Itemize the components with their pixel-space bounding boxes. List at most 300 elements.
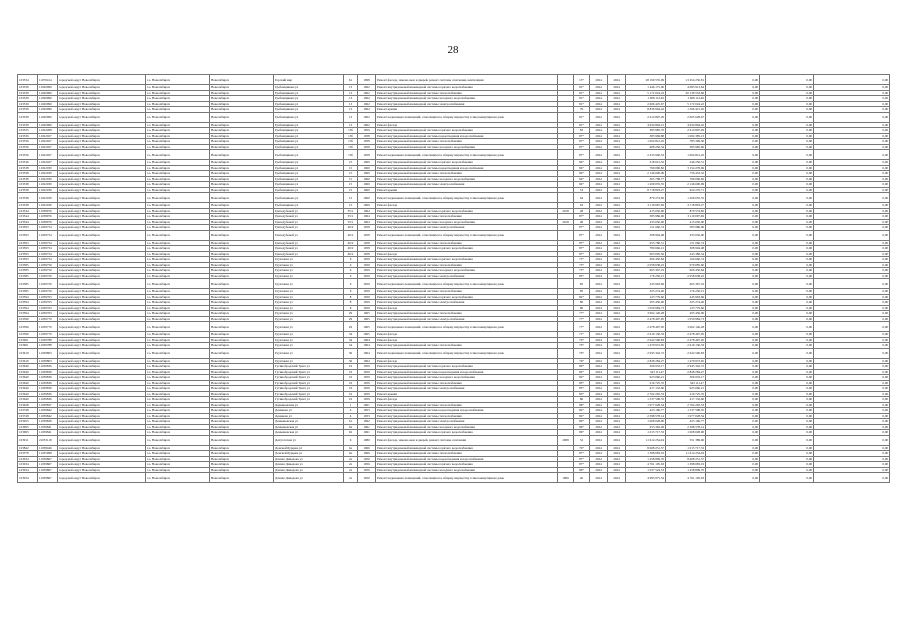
table-cell: 2024 — [608, 246, 626, 252]
table-cell: 11039842 — [38, 408, 58, 414]
table-cell: 0,00 — [760, 279, 814, 289]
table-cell: Грунтовая ул — [274, 289, 344, 295]
table-cell: 879 574,82 — [666, 208, 706, 214]
table-cell: 76* — [574, 358, 590, 364]
table-cell: 2024 — [590, 467, 608, 473]
table-cell: 76* — [574, 337, 590, 343]
table-cell: 11039750 — [38, 268, 58, 274]
table-cell: городской округ Новосибирск — [58, 176, 146, 182]
table-cell: 2024 — [608, 165, 626, 171]
table-row — [18, 230, 890, 240]
table-cell: 15 — [344, 171, 358, 177]
table-cell: 253 392,49 — [626, 424, 666, 430]
table-cell: 83* — [574, 391, 590, 397]
table-cell: Гризодубовой ул — [274, 246, 344, 252]
table-cell: 2024 — [590, 332, 608, 338]
table-cell: Новосибирск — [210, 456, 274, 462]
table-cell: Новосибирск — [210, 380, 274, 386]
table-cell: Новосибирск — [210, 435, 274, 445]
table-cell: 103538 — [18, 182, 38, 188]
table-cell: Гризодубовой ул — [274, 251, 344, 257]
table-cell: 6 — [344, 262, 358, 268]
table-cell: 0,00 — [760, 322, 814, 332]
table-cell: 0,00 — [814, 358, 890, 364]
table-cell: 11039788 — [38, 343, 58, 349]
table-cell: 1 608 112,62 — [626, 96, 666, 102]
table-cell: 0,00 — [814, 107, 890, 113]
table-cell: Гризодубовой ул — [274, 225, 344, 231]
table-cell: 103536 — [18, 133, 38, 139]
table-cell: 85 — [574, 289, 590, 295]
table-cell: 87* — [574, 150, 590, 160]
table-cell: 0,00 — [760, 139, 814, 145]
table-cell: 423 196,77 — [626, 408, 666, 414]
table-cell: 0,00 — [814, 246, 890, 252]
table-cell: 0,00 — [814, 273, 890, 279]
table-cell: 0,00 — [760, 203, 814, 209]
table-cell: г.о. Новосибирск — [146, 90, 210, 96]
table-cell: 40/2 — [344, 225, 358, 231]
table-cell: г.о. Новосибирск — [146, 375, 210, 381]
table-cell: 0,00 — [706, 364, 760, 370]
table-cell: 383 985,66 — [666, 144, 706, 150]
table-cell: Ремонт внутридомовой инженерной системы теплоснабжения — [376, 311, 558, 317]
table-cell: 76* — [574, 343, 590, 349]
table-cell: 2 624 506,83 — [626, 337, 666, 343]
table-cell: 655 780,51 — [626, 240, 666, 246]
table-cell: 13 — [344, 90, 358, 96]
table-cell: 11022027 — [38, 139, 58, 145]
table-cell: 11038446 — [38, 445, 58, 451]
table-cell: 0,00 — [760, 348, 814, 358]
table-cell: 1956 — [358, 456, 376, 462]
table-cell: Ремонт внутридомовой инженерной системы горячего водоснабжения — [376, 160, 558, 166]
table-cell: 2024 — [608, 273, 626, 279]
table-cell: 0,00 — [706, 419, 760, 425]
table-cell: Гризодубовой ул — [274, 208, 344, 214]
table-cell: 1959 — [358, 262, 376, 268]
table-cell: 2024 — [608, 240, 626, 246]
table-cell: Донской Бурцева ул — [274, 445, 344, 451]
table-cell: 1 537 508,35 — [626, 397, 666, 403]
table-cell: 48 — [574, 208, 590, 214]
table-cell: г.о. Новосибирск — [146, 408, 210, 414]
table-cell: 86* — [574, 430, 590, 436]
table-cell: 151 660,74 — [626, 225, 666, 231]
table-cell: 4 934 804,15 — [626, 122, 666, 128]
table-cell: 2 614 807,29 — [666, 128, 706, 134]
table-cell: Ремонт внутридомовой инженерной системы водоотведения и водоснабжения — [376, 456, 558, 462]
table-cell: 103842 — [18, 445, 38, 451]
table-cell: 11039754 — [38, 225, 58, 231]
table-cell: 84* — [574, 171, 590, 177]
table-cell: 11020990 — [38, 85, 58, 91]
table-cell: Новосибирск — [210, 246, 274, 252]
table-cell: 2024 — [590, 90, 608, 96]
table-cell: 1965 — [358, 311, 376, 317]
table-cell: Новосибирск — [210, 279, 274, 289]
table-cell: 11020990 — [38, 101, 58, 107]
table-cell: Ремонт фасада, замена окон и дверей, ремонт системы отопления — [376, 435, 558, 445]
table-cell: 11039754 — [38, 230, 58, 240]
table-cell: 0,00 — [760, 214, 814, 220]
table-cell: городской округ Новосибирск — [58, 348, 146, 358]
table-cell: 11038976 — [38, 214, 58, 220]
table-cell: 84* — [574, 160, 590, 166]
table-cell: 1966 — [358, 451, 376, 457]
table-cell: Новосибирск — [210, 240, 274, 246]
table-cell: Гризодубовой ул — [274, 214, 344, 220]
table-cell: 2024 — [608, 375, 626, 381]
table-cell: городской округ Новосибирск — [58, 171, 146, 177]
table-cell: 6 — [344, 273, 358, 279]
table-cell: Новосибирск — [210, 343, 274, 349]
table-cell: 583 986,06 — [666, 225, 706, 231]
table-cell: 103593 — [18, 257, 38, 263]
table-cell: г.о. Новосибирск — [146, 300, 210, 306]
table-cell: 11039754 — [38, 246, 58, 252]
table-cell: 1964 — [358, 208, 376, 214]
table-cell: 87* — [574, 214, 590, 220]
table-cell: 103536 — [18, 144, 38, 150]
table-cell: 0,00 — [814, 214, 890, 220]
table-cell: 103640 — [18, 364, 38, 370]
table-cell: 0,00 — [760, 462, 814, 468]
table-cell: 2018 — [558, 219, 574, 225]
table-cell: 87* — [574, 240, 590, 246]
table-cell: 0,00 — [814, 462, 890, 468]
table-cell: 103539 — [18, 85, 38, 91]
table-cell: 0,00 — [706, 279, 760, 289]
table-cell: 2024 — [608, 408, 626, 414]
table-cell: г.о. Новосибирск — [146, 467, 210, 473]
table-cell: городской округ Новосибирск — [58, 225, 146, 231]
table-cell: 1958 — [358, 139, 376, 145]
table-cell: 583 986,06 — [626, 214, 666, 220]
table-cell: Новосибирск — [210, 230, 274, 240]
table-cell: 1965 — [358, 332, 376, 338]
table-cell: 2 478 497,95 — [666, 332, 706, 338]
table-cell: Ремонт внутридомовой инженерной системы теплоснабжения — [376, 380, 558, 386]
table-cell: 1959 — [358, 268, 376, 274]
table-cell: 245 963,69 — [666, 294, 706, 300]
table-cell: 48 — [574, 219, 590, 225]
table-cell: 923 066,21 — [666, 386, 706, 392]
table-cell: 2024 — [590, 358, 608, 364]
table-cell: г.о. Новосибирск — [146, 364, 210, 370]
table-cell: Грунтовая ул — [274, 337, 344, 343]
table-cell — [558, 279, 574, 289]
table-cell: Ремонт внутридомовой инженерной системы горячего водоснабжения — [376, 294, 558, 300]
table-row — [18, 473, 890, 483]
table-cell: 2024 — [590, 160, 608, 166]
table-cell: 783 399,30 — [666, 139, 706, 145]
table-cell: 2024 — [608, 348, 626, 358]
table-cell: 0,00 — [760, 424, 814, 430]
table-cell: 40/2 — [344, 230, 358, 240]
table-cell: 103534 — [18, 75, 38, 85]
table-cell: 1960 — [358, 160, 376, 166]
table-cell: 62 — [344, 424, 358, 430]
table-cell: 11039836 — [38, 386, 58, 392]
table-cell: 0,00 — [760, 369, 814, 375]
table-cell: 2024 — [590, 251, 608, 257]
table-cell: 1959 — [358, 273, 376, 279]
table-cell: Гребенщикова ул — [274, 139, 344, 145]
table-cell: 2024 — [590, 176, 608, 182]
table-cell: 103640 — [18, 380, 38, 386]
table-cell: 1953 — [358, 413, 376, 419]
table-cell: 103538 — [18, 193, 38, 203]
table-cell: 81* — [574, 112, 590, 122]
table-cell: 2024 — [590, 430, 608, 436]
table-cell: г.о. Новосибирск — [146, 225, 210, 231]
table-cell: Ремонт внутридомовой инженерной системы горячего водоснабжения — [376, 430, 558, 436]
table-cell: городской округ Новосибирск — [58, 262, 146, 268]
table-cell: Гребенщикова ул — [274, 112, 344, 122]
table-cell: 423 196,77 — [666, 419, 706, 425]
table-cell: городской округ Новосибирск — [58, 96, 146, 102]
table-body — [18, 75, 890, 483]
table-cell: 0,00 — [760, 332, 814, 338]
table-cell: г.о. Новосибирск — [146, 268, 210, 274]
table-cell: Гребенщикова ул — [274, 171, 344, 177]
table-cell: городской округ Новосибирск — [58, 300, 146, 306]
table-cell: Новосибирск — [210, 462, 274, 468]
table-cell: 71* — [574, 332, 590, 338]
table-cell: 1959 — [358, 305, 376, 311]
table-cell: 433 650,00 — [666, 230, 706, 240]
table-cell: Новосибирск — [210, 165, 274, 171]
table-cell: 0,00 — [814, 397, 890, 403]
table-cell: 2024 — [590, 279, 608, 289]
table-cell: 19 — [344, 386, 358, 392]
table-cell: 11022030 — [38, 193, 58, 203]
table-cell: 1962 — [358, 96, 376, 102]
table-cell: 2024 — [608, 435, 626, 445]
table-cell: городской округ Новосибирск — [58, 144, 146, 150]
table-cell: 103695 — [18, 424, 38, 430]
table-cell: Ремонт фасада — [376, 358, 558, 364]
table-cell: 1959 — [358, 391, 376, 397]
table-cell — [558, 348, 574, 358]
table-cell: 0,00 — [760, 311, 814, 317]
table-cell: 605 367,19 — [626, 268, 666, 274]
table-cell: 1 458 809,70 — [666, 467, 706, 473]
table-cell: городской округ Новосибирск — [58, 279, 146, 289]
table-cell: 0,00 — [760, 96, 814, 102]
table-cell: 103640 — [18, 391, 38, 397]
table-cell: 606 450,84 — [626, 257, 666, 263]
table-cell: 166 660,74 — [666, 257, 706, 263]
table-cell: 2024 — [608, 128, 626, 134]
table-cell: Гребенщикова ул — [274, 128, 344, 134]
table-cell: 0,00 — [760, 257, 814, 263]
table-cell: 0,00 — [814, 419, 890, 425]
table-cell: 11039770 — [38, 316, 58, 322]
table-cell: 0,00 — [706, 311, 760, 317]
table-cell: 11039750 — [38, 262, 58, 268]
table-cell: 13 454 256,81 — [666, 75, 706, 85]
table-cell: 11022027 — [38, 160, 58, 166]
table-cell: 34 — [344, 337, 358, 343]
table-cell: 2024 — [608, 225, 626, 231]
table-cell: 2024 — [608, 203, 626, 209]
table-cell: Грунтовая ул — [274, 311, 344, 317]
table-cell: 0,00 — [706, 337, 760, 343]
table-cell: Гусинобродский Тракт ул — [274, 391, 344, 397]
table-cell: 0,00 — [706, 262, 760, 268]
table-cell: 19 — [344, 364, 358, 370]
table-cell: Новосибирск — [210, 160, 274, 166]
table-cell: 0,00 — [706, 445, 760, 451]
table-cell: 2 945 342,72 — [666, 364, 706, 370]
table-cell: городской округ Новосибирск — [58, 219, 146, 225]
table-cell: 86 — [574, 397, 590, 403]
table-cell: 0,00 — [760, 150, 814, 160]
table-cell: 61 — [344, 75, 358, 85]
table-cell: 2024 — [590, 451, 608, 457]
table-row — [18, 112, 890, 122]
table-cell: г.о. Новосибирск — [146, 391, 210, 397]
table-cell: 81* — [574, 96, 590, 102]
table-cell: Ремонт фасада, замена окон и дверей, ремонт системы отопления, вентиляции — [376, 75, 558, 85]
table-cell: 2024 — [590, 75, 608, 85]
table-cell: 103628 — [18, 402, 38, 408]
table-cell: городской округ Новосибирск — [58, 343, 146, 349]
repair-program-table — [17, 74, 890, 483]
table-cell: Гризодубовой ул — [274, 240, 344, 246]
table-cell: 0,00 — [814, 225, 890, 231]
table-cell: Новосибирск — [210, 322, 274, 332]
table-cell: 2024 — [590, 171, 608, 177]
table-cell: 0,00 — [814, 435, 890, 445]
table-cell: 1964 — [358, 337, 376, 343]
table-cell: 2 146 600,09 — [666, 182, 706, 188]
table-cell: 433 650,00 — [626, 219, 666, 225]
table-cell: Ремонт внутридомовой инженерной системы водоотведения и водоснабжения — [376, 369, 558, 375]
table-cell: 11039763 — [38, 311, 58, 317]
table-cell: 2024 — [608, 369, 626, 375]
table-cell: 2024 — [590, 322, 608, 332]
table-cell: 0,00 — [814, 456, 890, 462]
table-cell: Депутатская ул — [274, 435, 344, 445]
table-cell: городской округ Новосибирск — [58, 75, 146, 85]
table-cell: 0,00 — [706, 208, 760, 214]
table-cell: 2024 — [608, 139, 626, 145]
table-cell: 0,00 — [814, 262, 890, 268]
table-cell: 0,00 — [706, 386, 760, 392]
table-cell: 53 — [574, 187, 590, 193]
table-cell: Гусинобродский Тракт ул — [274, 386, 344, 392]
table-cell: 415 650,00 — [626, 208, 666, 214]
table-cell: 318 612,52 — [626, 160, 666, 166]
table-cell: 1 479 972,65 — [626, 343, 666, 349]
table-cell: Гусинобродский Тракт ул — [274, 380, 344, 386]
table-cell: 0,00 — [760, 456, 814, 462]
table-cell: 2024 — [608, 182, 626, 188]
table-cell: 103594 — [18, 300, 38, 306]
table-cell: 82* — [574, 413, 590, 419]
table-cell: Новосибирск — [210, 413, 274, 419]
table-cell: 0,00 — [706, 203, 760, 209]
table-cell: 11020990 — [38, 112, 58, 122]
table-cell: Новосибирск — [210, 225, 274, 231]
table-cell: 2024 — [608, 305, 626, 311]
table-cell: 1962 — [358, 85, 376, 91]
table-cell: 2024 — [590, 424, 608, 430]
table-cell: 1958 — [358, 230, 376, 240]
table-cell: 19 — [344, 380, 358, 386]
table-cell: 0,00 — [760, 467, 814, 473]
table-cell: 103536 — [18, 160, 38, 166]
table-cell: 103640 — [18, 369, 38, 375]
table-cell: 2024 — [608, 386, 626, 392]
table-cell: 0,00 — [760, 225, 814, 231]
table-cell: 1 059 984,73 — [666, 316, 706, 322]
table-cell: 0,00 — [760, 107, 814, 113]
table-cell: 29 — [344, 311, 358, 317]
table-cell: 0,00 — [706, 90, 760, 96]
table-cell: 2018 — [558, 208, 574, 214]
table-cell: 1956 — [358, 467, 376, 473]
table-cell: 343 111,47 — [666, 380, 706, 386]
table-cell: 103539 — [18, 101, 38, 107]
table-cell: 551 389,96 — [666, 435, 706, 445]
table-cell: 103593 — [18, 246, 38, 252]
table-cell: 103601 — [18, 337, 38, 343]
table-cell: 0,00 — [706, 430, 760, 436]
table-cell: 8 — [344, 294, 358, 300]
table-cell: 11020990 — [38, 107, 58, 113]
table-cell: 0,00 — [814, 139, 890, 145]
table-cell: Ремонт фасада — [376, 337, 558, 343]
table-cell: 0,00 — [706, 369, 760, 375]
table-cell: Ремонт внутридомовой инженерной системы водоотведения и водоснабжения — [376, 408, 558, 414]
table-cell: 1959 — [358, 128, 376, 134]
table-cell: г.о. Новосибирск — [146, 462, 210, 468]
table-cell: 383 985,70 — [626, 128, 666, 134]
table-cell: городской округ Новосибирск — [58, 294, 146, 300]
table-cell: 2024 — [608, 462, 626, 468]
table-cell: 2024 — [608, 413, 626, 419]
table-cell: 103655 — [18, 419, 38, 425]
table-cell: 2024 — [608, 133, 626, 139]
table-cell: 2024 — [608, 397, 626, 403]
table-cell: 2024 — [590, 391, 608, 397]
table-cell: 1980 — [358, 435, 376, 445]
table-cell: 756 433,32 — [666, 171, 706, 177]
table-cell: 2024 — [608, 343, 626, 349]
table-cell: 0,00 — [706, 85, 760, 91]
table-cell: 0,00 — [814, 268, 890, 274]
table-cell: 0,00 — [814, 451, 890, 457]
table-cell: г.о. Новосибирск — [146, 430, 210, 436]
table-cell: 0,00 — [760, 133, 814, 139]
table-cell: 0,00 — [814, 369, 890, 375]
table-cell: 2024 — [608, 332, 626, 338]
table-cell: г.о. Новосибирск — [146, 257, 210, 263]
table-cell: 0,00 — [706, 122, 760, 128]
table-cell: г.о. Новосибирск — [146, 101, 210, 107]
table-cell: 306 933,17 — [666, 375, 706, 381]
table-cell: городской округ Новосибирск — [58, 112, 146, 122]
table-cell: 0,00 — [706, 316, 760, 322]
table-cell: Ремонт внутридомовой инженерной системы электроснабжения — [376, 300, 558, 306]
table-cell: 0,00 — [706, 176, 760, 182]
table-cell: 1958 — [358, 225, 376, 231]
table-cell: 0,00 — [706, 467, 760, 473]
